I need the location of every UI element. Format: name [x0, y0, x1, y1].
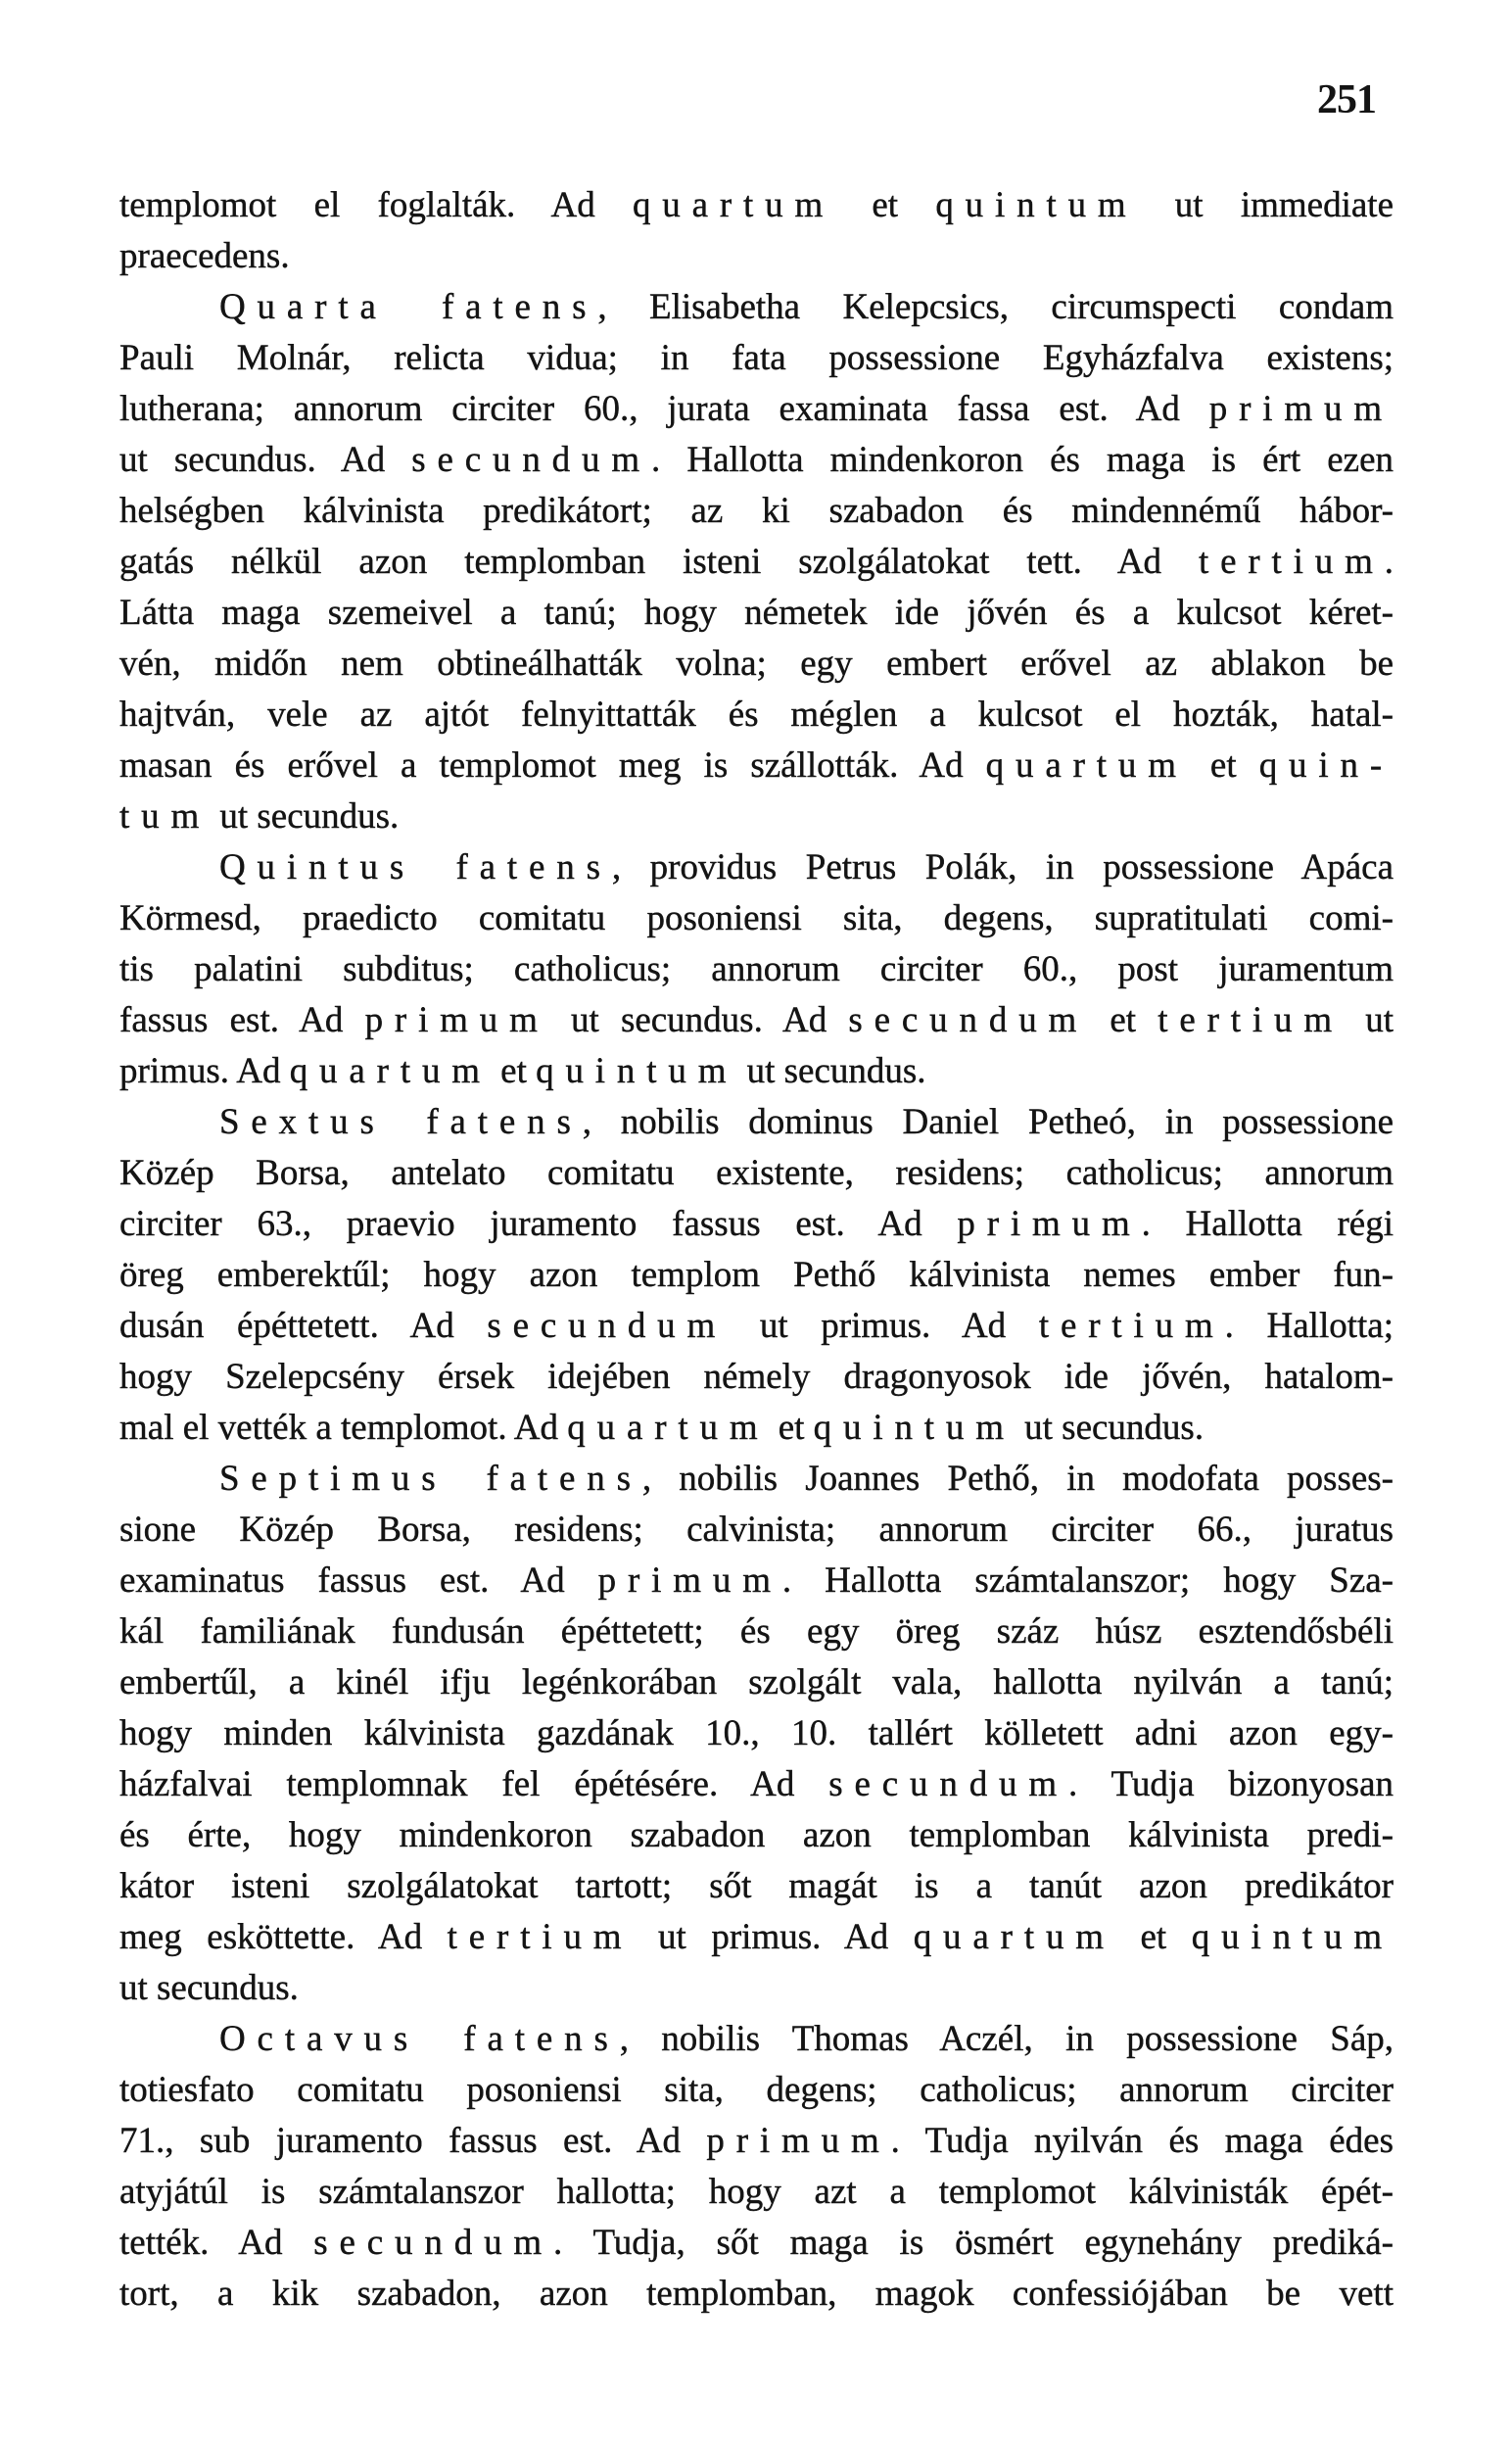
- spaced-emphasis: Octavus fatens: [219, 2019, 620, 2059]
- paragraph: [119, 842, 1394, 1097]
- text-run: atyjátúl is számtalanszor hallotta; hogy azt a templomot kálvinisták épét-: [119, 2172, 1394, 2212]
- spaced-emphasis: primum: [957, 1204, 1142, 1244]
- text-run: . Tudja bizonyosan: [1068, 1764, 1394, 1804]
- text-run: és érte, hogy mindenkoron szabadon azon templomban kálvinista predi-: [119, 1815, 1394, 1855]
- spaced-emphasis: Quintus fatens: [219, 847, 612, 887]
- paragraph: [119, 1097, 1394, 1454]
- text-line: [119, 791, 1394, 842]
- text-run: házfalvai templomnak fel épétésére. Ad: [119, 1764, 829, 1804]
- spaced-emphasis: Sextus fatens: [219, 1102, 583, 1142]
- text-run: sione Közép Borsa, residens; calvinista; annorum circiter 66., juratus: [119, 1510, 1394, 1550]
- text-run: 71., sub juramento fassus est. Ad: [119, 2121, 707, 2161]
- spaced-emphasis: tertium: [1038, 1306, 1225, 1346]
- text-run: masan és erővel a templomot meg is szállották. Ad: [119, 745, 986, 786]
- text-line: [119, 486, 1394, 537]
- paragraph: [119, 2014, 1394, 2320]
- spaced-emphasis: Septimus fatens: [219, 1459, 642, 1499]
- text-run: , nobilis Thomas Aczél, in possessione Sáp,: [619, 2019, 1394, 2059]
- text-run: hogy minden kálvinista gazdának 10., 10. tallért kölletett adni azon egy-: [119, 1713, 1394, 1753]
- text-line: [119, 384, 1394, 435]
- text-run: .: [1384, 542, 1394, 582]
- text-line: [119, 1199, 1394, 1250]
- text-run: vén, midőn nem obtineálhatták volna; egy embert erővel az ablakon be: [119, 644, 1394, 684]
- text-line: [119, 2218, 1394, 2269]
- text-run: et: [1088, 1000, 1158, 1040]
- text-line: [119, 1708, 1394, 1759]
- text-run: . Tudja, sőt maga is ösmért egynehány prediká-: [553, 2223, 1394, 2263]
- text-run: . Hallotta mindenkoron és maga is ért ezen: [650, 440, 1394, 480]
- text-run: embertűl, a kinél ifju legénkorában szolgált vala, hallotta nyilván a tanú;: [119, 1662, 1394, 1703]
- text-line: [119, 1607, 1394, 1657]
- spaced-emphasis: quintum: [935, 185, 1138, 225]
- text-run: ut secundus.: [211, 796, 400, 837]
- text-line: [119, 1810, 1394, 1861]
- text-run: ut secundus.: [737, 1051, 926, 1091]
- text-line: [119, 1301, 1394, 1352]
- text-run: . Tudja nyilván és maga édes: [890, 2121, 1394, 2161]
- text-run: fassus est. Ad: [119, 1000, 365, 1040]
- text-run: circiter 63., praevio juramento fassus est. Ad: [119, 1204, 958, 1244]
- spaced-emphasis: quin-: [1258, 745, 1394, 786]
- text-run: Pauli Molnár, relicta vidua; in fata possessione Egyházfalva existens;: [119, 338, 1394, 378]
- text-run: . Hallotta régi: [1141, 1204, 1394, 1244]
- paragraph: [119, 282, 1394, 842]
- text-run: , providus Petrus Polák, in possessione Apáca: [611, 847, 1394, 887]
- text-line: [119, 1454, 1394, 1505]
- body-text: [119, 180, 1394, 2320]
- text-line: [119, 1556, 1394, 1607]
- text-line: [119, 2167, 1394, 2218]
- text-run: lutherana; annorum circiter 60., jurata examinata fassa est. Ad: [119, 389, 1209, 429]
- spaced-emphasis: quartum: [632, 185, 835, 225]
- text-line: [119, 1097, 1394, 1148]
- text-line: [119, 2116, 1394, 2167]
- text-line: [119, 1403, 1394, 1454]
- spaced-emphasis: quartum: [289, 1051, 492, 1091]
- text-line: [119, 1046, 1394, 1097]
- paragraph: [119, 1454, 1394, 2014]
- text-line: [119, 690, 1394, 741]
- text-run: tort, a kik szabadon, azon templomban, magok confessiójában be vett: [119, 2274, 1394, 2314]
- text-run: kátor isteni szolgálatokat tartott; sőt magát is a tanút azon predikátor: [119, 1866, 1394, 1906]
- text-line: [119, 842, 1394, 893]
- text-run: , nobilis dominus Daniel Petheó, in possessione: [582, 1102, 1394, 1142]
- text-line: [119, 1657, 1394, 1708]
- spaced-emphasis: secundum: [411, 440, 651, 480]
- text-run: hajtván, vele az ajtót felnyittatták és méglen a kulcsot el hozták, hatal-: [119, 695, 1394, 735]
- text-line: [119, 639, 1394, 690]
- text-run: primus. Ad: [119, 1051, 290, 1091]
- text-run: et: [491, 1051, 537, 1091]
- text-run: Látta maga szemeivel a tanú; hogy németek ide jővén és a kulcsot kéret-: [119, 593, 1394, 633]
- text-line: [119, 944, 1394, 995]
- text-run: . Hallotta számtalanszor; hogy Sza-: [781, 1560, 1394, 1601]
- text-line: [119, 1963, 1394, 2014]
- spaced-emphasis: secundum: [828, 1764, 1069, 1804]
- text-line: [119, 435, 1394, 486]
- text-line: [119, 282, 1394, 333]
- text-run: ut secundus.: [119, 1968, 299, 2008]
- text-run: totiesfato comitatu posoniensi sita, degens; catholicus; annorum circiter: [119, 2070, 1394, 2110]
- spaced-emphasis: Quarta fatens: [219, 287, 598, 327]
- spaced-emphasis: secundum: [487, 1306, 728, 1346]
- spaced-emphasis: quintum: [813, 1408, 1016, 1448]
- text-run: meg esköttette. Ad: [119, 1917, 448, 1957]
- text-line: [119, 1912, 1394, 1963]
- text-run: mal el vették a templomot. Ad: [119, 1408, 568, 1448]
- text-line: [119, 231, 1394, 282]
- spaced-emphasis: quartum: [913, 1917, 1115, 1957]
- text-line: [119, 588, 1394, 639]
- text-run: et: [1114, 1917, 1192, 1957]
- text-line: [119, 1352, 1394, 1403]
- text-run: examinatus fassus est. Ad: [119, 1560, 598, 1601]
- spaced-emphasis: secundum: [313, 2223, 554, 2263]
- text-run: templomot el foglalták. Ad: [119, 185, 633, 225]
- spaced-emphasis: secundum: [848, 1000, 1089, 1040]
- spaced-emphasis: quartum: [985, 745, 1188, 786]
- text-run: helségben kálvinista predikátort; az ki szabadon és mindennémű hábor-: [119, 491, 1394, 531]
- text-run: ut: [1344, 1000, 1394, 1040]
- spaced-emphasis: primum: [1208, 389, 1394, 429]
- spaced-emphasis: tertium: [1199, 542, 1385, 582]
- text-run: ut primus. Ad: [633, 1917, 914, 1957]
- text-run: , nobilis Joannes Pethő, in modofata posses-: [641, 1459, 1394, 1499]
- text-line: [119, 1148, 1394, 1199]
- text-run: hogy Szelepcsény érsek idejében némely dragonyosok ide jővén, hatalom-: [119, 1357, 1394, 1397]
- text-run: . Hallotta;: [1224, 1306, 1394, 1346]
- paragraph: [119, 180, 1394, 282]
- text-line: [119, 2269, 1394, 2320]
- text-line: [119, 1759, 1394, 1810]
- text-run: ut secundus. Ad: [119, 440, 412, 480]
- text-run: et: [834, 185, 936, 225]
- spaced-emphasis: quintum: [1191, 1917, 1394, 1957]
- text-run: tették. Ad: [119, 2223, 314, 2263]
- text-line: [119, 741, 1394, 791]
- text-line: [119, 2014, 1394, 2065]
- text-run: Körmesd, praedicto comitatu posoniensi sita, degens, supratitulati comi-: [119, 898, 1394, 938]
- text-run: kál familiának fundusán épéttetett; és egy öreg száz húsz esztendősbéli: [119, 1611, 1394, 1652]
- spaced-emphasis: quartum: [567, 1408, 770, 1448]
- text-run: tis palatini subditus; catholicus; annorum circiter 60., post juramentum: [119, 949, 1394, 989]
- text-run: dusán épéttetett. Ad: [119, 1306, 488, 1346]
- text-run: Közép Borsa, antelato comitatu existente, residens; catholicus; annorum: [119, 1153, 1394, 1193]
- spaced-emphasis: primum: [597, 1560, 782, 1601]
- text-run: ut secundus. Ad: [548, 1000, 849, 1040]
- text-run: ut primus. Ad: [727, 1306, 1039, 1346]
- text-run: öreg emberektűl; hogy azon templom Pethő kálvinista nemes ember fun-: [119, 1255, 1394, 1295]
- text-line: [119, 893, 1394, 944]
- spaced-emphasis: primum: [364, 1000, 549, 1040]
- text-line: [119, 180, 1394, 231]
- text-run: ut secundus.: [1015, 1408, 1205, 1448]
- text-line: [119, 1250, 1394, 1301]
- text-run: ut immediate: [1137, 185, 1394, 225]
- spaced-emphasis: tertium: [447, 1917, 634, 1957]
- spaced-emphasis: quintum: [536, 1051, 738, 1091]
- text-run: gatás nélkül azon templomban isteni szolgálatokat tett. Ad: [119, 542, 1199, 582]
- text-line: [119, 1861, 1394, 1912]
- text-run: et: [1187, 745, 1259, 786]
- text-run: praecedens.: [119, 236, 290, 276]
- text-line: [119, 1505, 1394, 1556]
- spaced-emphasis: primum: [706, 2121, 891, 2161]
- text-line: [119, 333, 1394, 384]
- text-run: et: [769, 1408, 814, 1448]
- page-number: 251: [1317, 77, 1376, 122]
- text-line: [119, 995, 1394, 1046]
- text-line: [119, 2065, 1394, 2116]
- spaced-emphasis: tum: [119, 796, 212, 837]
- text-run: , Elisabetha Kelepcsics, circumspecti condam: [597, 287, 1394, 327]
- text-line: [119, 537, 1394, 588]
- spaced-emphasis: tertium: [1158, 1000, 1345, 1040]
